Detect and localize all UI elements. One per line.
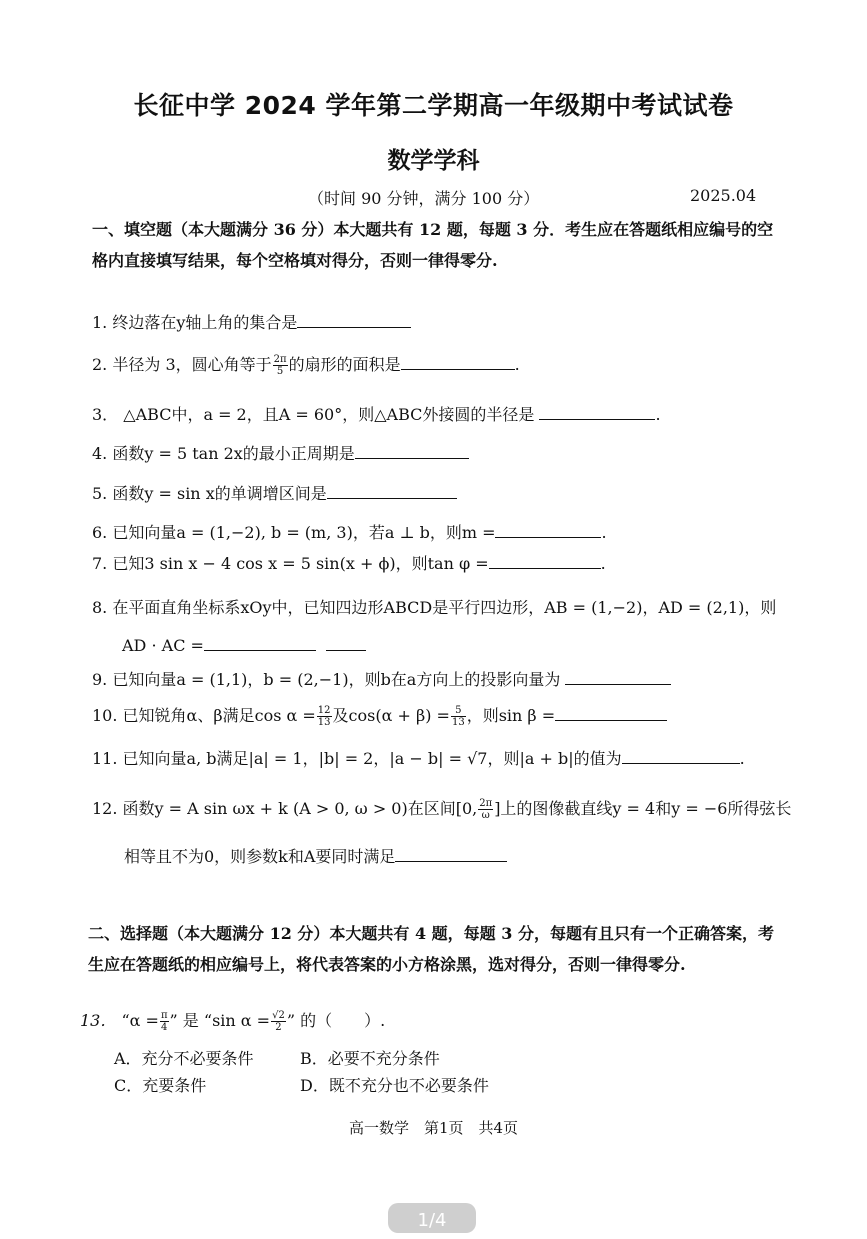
q12-text-post: ]上的图像截直线y = 4和y = −6所得弦长: [494, 799, 792, 818]
q6-end: .: [601, 523, 607, 542]
q10-f2-numerator: 5: [451, 705, 466, 717]
q10-text-mid: 及cos(α + β) =: [332, 706, 450, 725]
question-6: [92, 520, 607, 543]
q9-number: 9.: [92, 670, 108, 689]
question-12: [92, 796, 791, 821]
question-10: [92, 703, 667, 728]
q12-frac-numerator: 2π: [479, 798, 493, 809]
question-1: [92, 310, 411, 333]
q13-option-b[interactable]: B．必要不充分条件: [300, 1049, 440, 1068]
q10-f1-denominator: 13: [317, 717, 331, 728]
q7-end: .: [600, 554, 606, 573]
question-3: [92, 402, 661, 425]
q13-f2-denominator: 2: [275, 1022, 282, 1033]
exam-title: 长征中学 2024 学年第二学期高一年级期中考试试卷: [133, 91, 734, 120]
q2-answer-blank[interactable]: [401, 355, 515, 370]
q11-end: .: [739, 749, 745, 768]
q6-number: 6.: [92, 523, 108, 542]
q12-fraction: [478, 798, 493, 821]
q3-end: .: [655, 405, 661, 424]
q10-fraction-1: [317, 705, 332, 728]
q13-f1-denominator: 4: [161, 1022, 168, 1033]
question-13: [80, 1008, 385, 1033]
q7-text: 已知3 sin x − 4 cos x = 5 sin(x + ϕ)，则tan φ =: [112, 554, 489, 573]
q2-text-pre: 半径为 3，圆心角等于: [112, 355, 272, 374]
q3-number: 3．: [92, 405, 119, 424]
q5-answer-blank[interactable]: [327, 484, 457, 499]
question-9: [92, 667, 671, 690]
q8-answer-blank[interactable]: [204, 636, 316, 651]
q13-fraction-1: [160, 1010, 169, 1033]
q10-f2-denominator: 13: [451, 717, 465, 728]
section2-instruction: 二、选择题（本大题满分 12 分）本大题共有 4 题，每题 3 分，每题有且只有一个正确答案，考生应在答题纸的相应编号上，将代表答案的小方格涂黑，选对得分，否则一律得零分.: [88, 924, 774, 974]
q13-text-pre: “α =: [121, 1011, 159, 1030]
q12-answer-blank[interactable]: [395, 847, 507, 862]
q13-f2-numerator: √2: [272, 1010, 285, 1021]
question-8-line2: [122, 636, 366, 655]
question-11: [92, 746, 745, 769]
q7-answer-blank[interactable]: [489, 554, 601, 569]
q2-frac-numerator: 2π: [273, 354, 287, 365]
q10-text-pre: 已知锐角α、β满足cos α =: [122, 706, 316, 725]
q12-text-pre: 函数y = A sin ωx + k (A > 0, ω > 0)在区间[0,: [122, 799, 478, 818]
q2-frac-denominator: 5: [276, 366, 284, 377]
q13-option-c[interactable]: C．充要条件: [114, 1076, 207, 1095]
question-4: [92, 441, 469, 464]
question-7: [92, 551, 606, 574]
q10-text-post: ，则sin β =: [466, 706, 556, 725]
q13-option-a[interactable]: A．充分不必要条件: [114, 1049, 254, 1068]
q2-number: 2.: [92, 355, 108, 374]
time-info: （时间 90 分钟，满分 100 分）: [308, 189, 540, 208]
q8-number: 8.: [92, 598, 108, 617]
q13-text-post: ” 的（ ）.: [286, 1011, 386, 1030]
exam-date: 2025.04: [690, 186, 757, 205]
q6-answer-blank[interactable]: [495, 523, 601, 538]
question-12-line2: [124, 844, 507, 867]
question-5: [92, 481, 457, 504]
q3-answer-blank[interactable]: [539, 405, 655, 420]
q7-number: 7.: [92, 554, 108, 573]
q13-f1-numerator: π: [160, 1010, 168, 1021]
q12-line2-text: 相等且不为0，则参数k和A要同时满足: [124, 847, 396, 866]
subject-title: 数学学科: [387, 148, 480, 174]
q2-end: .: [514, 355, 520, 374]
q9-answer-blank[interactable]: [565, 670, 671, 685]
q10-fraction-2: [451, 705, 466, 728]
question-2: [92, 352, 520, 377]
q12-frac-denominator: ω: [481, 810, 490, 821]
q8-text: 在平面直角坐标系xOy中，已知四边形ABCD是平行四边形，AB = (1,−2)，AD = (2,1)，则: [112, 598, 777, 617]
q1-answer-blank[interactable]: [297, 313, 411, 328]
q13-fraction-2: [271, 1010, 286, 1033]
q2-fraction: [273, 354, 288, 377]
q1-text: 终边落在y轴上角的集合是: [112, 313, 298, 332]
q5-text: 函数y = sin x的单调增区间是: [112, 484, 327, 503]
q4-text: 函数y = 5 tan 2x的最小正周期是: [112, 444, 355, 463]
q13-text-mid: ” 是 “sin α =: [169, 1011, 271, 1030]
q3-text: △ABC中，a = 2，且A = 60°，则△ABC外接圆的半径是: [123, 405, 535, 424]
q4-answer-blank[interactable]: [355, 444, 469, 459]
q8-line2-text: AD · AC =: [122, 636, 204, 655]
page-indicator[interactable]: 1/4: [388, 1203, 476, 1233]
q1-number: 1.: [92, 313, 108, 332]
q2-text-post: 的扇形的面积是: [288, 355, 401, 374]
q9-text: 已知向量a = (1,1)，b = (2,−1)，则b在a方向上的投影向量为: [112, 670, 561, 689]
section1-instruction: 一、填空题（本大题满分 36 分）本大题共有 12 题，每题 3 分．考生应在答题纸相应编号的空格内直接填写结果，每个空格填对得分，否则一律得零分.: [92, 220, 774, 270]
q13-number: 13．: [80, 1011, 117, 1030]
q13-option-d[interactable]: D．既不充分也不必要条件: [300, 1076, 489, 1095]
question-8: [92, 595, 776, 618]
q10-f1-numerator: 12: [317, 705, 331, 716]
q11-answer-blank[interactable]: [622, 749, 740, 764]
q8-answer-blank-tail: [326, 636, 366, 651]
q12-number: 12.: [92, 799, 118, 818]
q11-number: 11.: [92, 749, 118, 768]
q6-text: 已知向量a = (1,−2), b = (m, 3)，若a ⊥ b，则m =: [112, 523, 496, 542]
page-footer: 高一数学 第1页 共4页: [348, 1119, 519, 1137]
q10-answer-blank[interactable]: [555, 706, 667, 721]
q4-number: 4.: [92, 444, 108, 463]
q11-text: 已知向量a, b满足|a| = 1，|b| = 2，|a − b| = √7，则|a + b|的值为: [122, 749, 622, 768]
q10-number: 10.: [92, 706, 118, 725]
q5-number: 5.: [92, 484, 108, 503]
